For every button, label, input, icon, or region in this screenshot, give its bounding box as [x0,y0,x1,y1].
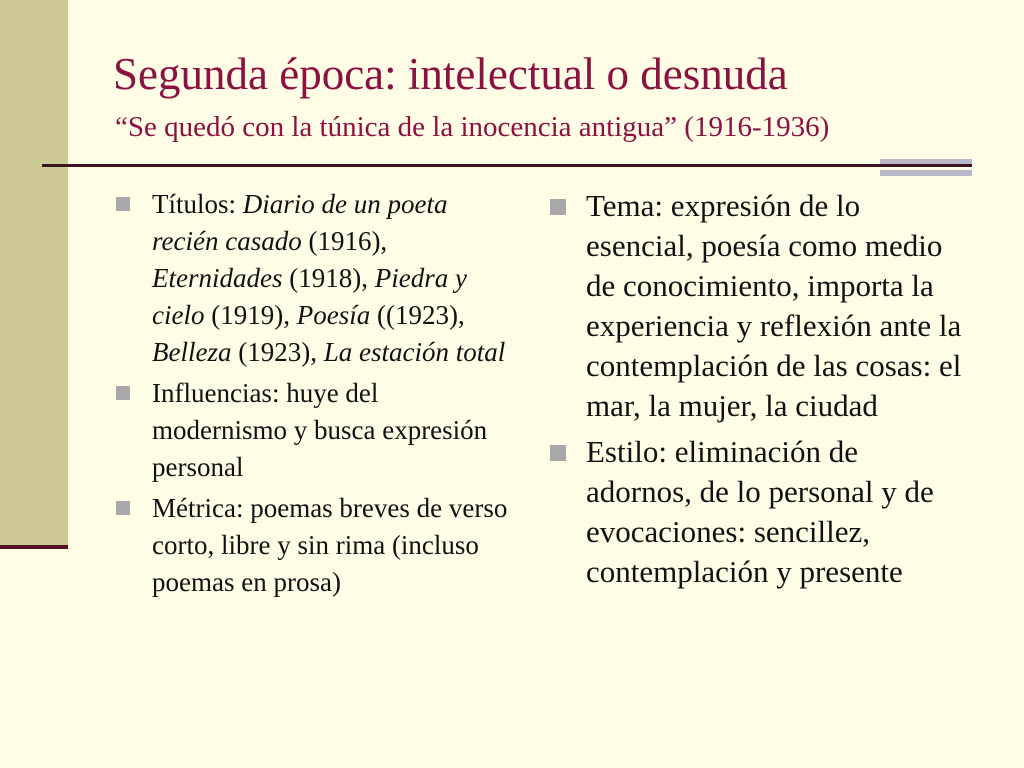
bullet-item [112,375,517,486]
square-bullet-icon [116,386,130,400]
bullet-item [112,490,517,601]
slide-subtitle: “Se quedó con la túnica de la inocencia antigua” (1916-1936) [115,111,830,143]
right-bullet-list [548,186,968,598]
bullet-text: ((1923), [370,300,465,330]
bullet-item [112,186,517,371]
left-accent-rule [0,545,68,549]
bullet-text: (1923), [231,337,324,367]
bullet-text: Tema: expresión de lo esencial, poesía como medio de conocimiento, importa la experiencia y reflexión ante la contemplación de las cosas: el mar, la mujer, la ciudad [586,188,962,423]
left-bullet-list [112,186,517,605]
bullet-item [548,432,968,592]
italic-title-text: Belleza [152,337,232,367]
bullet-text: (1918), [282,263,375,293]
bullet-item [548,186,968,426]
italic-title-text: La estación total [323,337,506,367]
italic-title-text: Diario de un poeta recién casado [152,189,448,256]
title-rule [42,164,972,167]
title-rule-shadow-lower [880,170,972,176]
square-bullet-icon [550,199,566,215]
bullet-text: Títulos: [152,189,243,219]
square-bullet-icon [550,445,566,461]
slide-title: Segunda época: intelectual o desnuda [113,49,788,99]
italic-title-text: Eternidades [152,263,283,293]
italic-title-text: Piedra y cielo [152,263,467,330]
bullet-text: Influencias: huye del modernismo y busca expresión personal [152,378,488,482]
square-bullet-icon [116,501,130,515]
bullet-text: (1919), [204,300,297,330]
bullet-text: Estilo: eliminación de adornos, de lo personal y de evocaciones: sencillez, contemplación y presente [586,434,934,589]
italic-title-text: Poesía [296,300,371,330]
square-bullet-icon [116,197,130,211]
left-accent-bar [0,0,68,547]
bullet-text: (1916), [301,226,388,256]
bullet-text: Métrica: poemas breves de verso corto, libre y sin rima (incluso poemas en prosa) [152,493,508,597]
